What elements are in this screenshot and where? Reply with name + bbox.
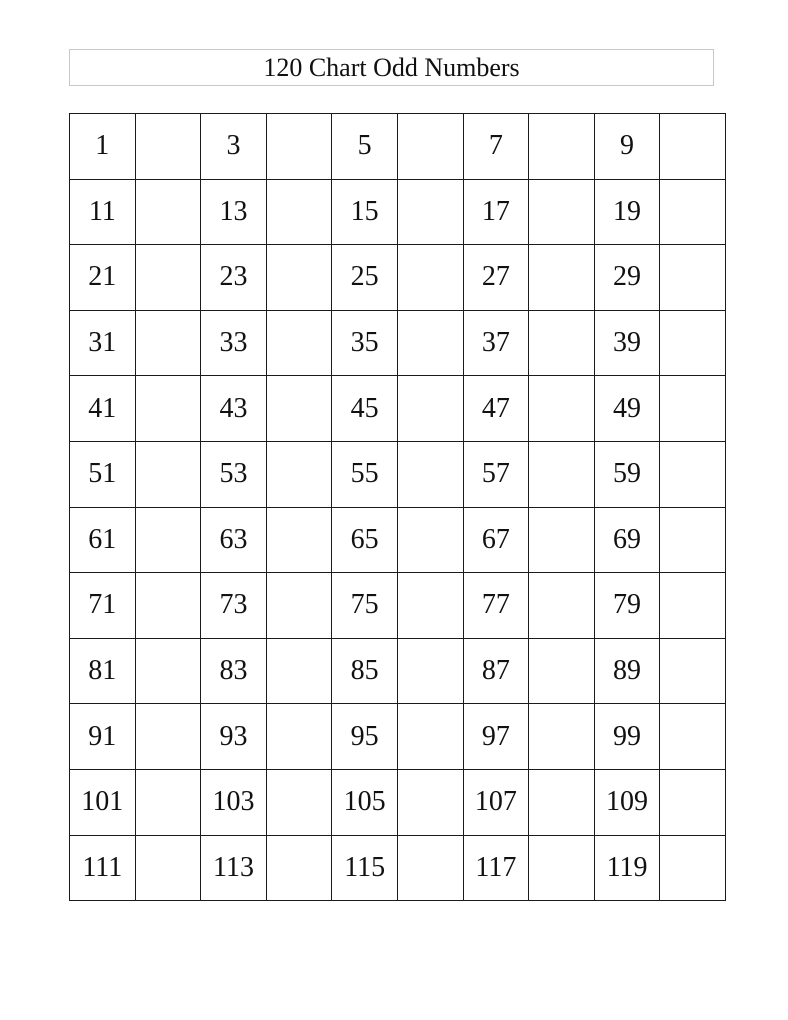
empty-cell [397,376,463,442]
table-row [70,638,726,704]
empty-cell [397,573,463,639]
number-cell: 87 [463,638,529,704]
empty-cell [397,835,463,901]
number-cell: 105 [332,769,398,835]
table-row [70,704,726,770]
empty-cell [529,179,595,245]
empty-cell [135,573,201,639]
number-cell: 47 [463,376,529,442]
number-cell: 117 [463,835,529,901]
table-row [70,245,726,311]
number-cell: 51 [70,441,136,507]
empty-cell [660,507,726,573]
number-cell: 81 [70,638,136,704]
number-cell: 19 [594,179,660,245]
empty-cell [660,769,726,835]
number-cell: 113 [201,835,267,901]
number-cell: 7 [463,114,529,180]
number-cell: 15 [332,179,398,245]
number-cell: 1 [70,114,136,180]
number-cell: 99 [594,704,660,770]
number-cell: 59 [594,441,660,507]
empty-cell [660,573,726,639]
empty-cell [397,441,463,507]
number-cell: 33 [201,310,267,376]
number-cell: 31 [70,310,136,376]
number-cell: 79 [594,573,660,639]
empty-cell [135,179,201,245]
empty-cell [266,179,332,245]
empty-cell [397,245,463,311]
empty-cell [266,114,332,180]
number-cell: 65 [332,507,398,573]
empty-cell [529,638,595,704]
number-cell: 95 [332,704,398,770]
page-title: 120 Chart Odd Numbers [69,49,714,86]
empty-cell [660,835,726,901]
empty-cell [529,835,595,901]
number-cell: 27 [463,245,529,311]
empty-cell [135,769,201,835]
empty-cell [660,179,726,245]
empty-cell [529,441,595,507]
number-cell: 111 [70,835,136,901]
empty-cell [135,441,201,507]
number-cell: 83 [201,638,267,704]
empty-cell [660,441,726,507]
table-row [70,769,726,835]
number-cell: 57 [463,441,529,507]
number-cell: 77 [463,573,529,639]
number-cell: 115 [332,835,398,901]
number-cell: 41 [70,376,136,442]
number-cell: 61 [70,507,136,573]
number-cell: 101 [70,769,136,835]
number-cell: 35 [332,310,398,376]
number-cell: 107 [463,769,529,835]
empty-cell [529,507,595,573]
number-cell: 89 [594,638,660,704]
number-cell: 13 [201,179,267,245]
empty-cell [266,507,332,573]
number-cell: 25 [332,245,398,311]
table-row [70,179,726,245]
number-cell: 45 [332,376,398,442]
empty-cell [135,638,201,704]
empty-cell [397,114,463,180]
empty-cell [660,638,726,704]
number-cell: 119 [594,835,660,901]
empty-cell [397,179,463,245]
table-row [70,573,726,639]
number-cell: 75 [332,573,398,639]
empty-cell [529,376,595,442]
number-cell: 85 [332,638,398,704]
number-cell: 53 [201,441,267,507]
empty-cell [266,769,332,835]
empty-cell [660,114,726,180]
empty-cell [397,507,463,573]
empty-cell [397,310,463,376]
empty-cell [397,769,463,835]
number-chart-grid [69,113,726,901]
empty-cell [660,310,726,376]
number-cell: 23 [201,245,267,311]
table-row [70,114,726,180]
empty-cell [266,704,332,770]
number-cell: 39 [594,310,660,376]
grid-body [70,114,726,901]
empty-cell [529,704,595,770]
number-cell: 91 [70,704,136,770]
number-cell: 67 [463,507,529,573]
empty-cell [266,835,332,901]
number-cell: 97 [463,704,529,770]
empty-cell [266,638,332,704]
empty-cell [135,376,201,442]
empty-cell [266,245,332,311]
empty-cell [135,245,201,311]
empty-cell [529,310,595,376]
empty-cell [135,114,201,180]
number-cell: 93 [201,704,267,770]
empty-cell [135,835,201,901]
number-cell: 103 [201,769,267,835]
empty-cell [266,376,332,442]
number-cell: 17 [463,179,529,245]
empty-cell [660,245,726,311]
empty-cell [135,507,201,573]
empty-cell [266,441,332,507]
number-cell: 43 [201,376,267,442]
empty-cell [397,638,463,704]
empty-cell [266,310,332,376]
number-cell: 109 [594,769,660,835]
table-row [70,376,726,442]
empty-cell [529,769,595,835]
empty-cell [135,310,201,376]
empty-cell [397,704,463,770]
table-row [70,441,726,507]
number-cell: 63 [201,507,267,573]
empty-cell [529,245,595,311]
empty-cell [529,573,595,639]
number-cell: 55 [332,441,398,507]
empty-cell [529,114,595,180]
number-cell: 73 [201,573,267,639]
empty-cell [135,704,201,770]
number-cell: 71 [70,573,136,639]
number-cell: 69 [594,507,660,573]
number-cell: 5 [332,114,398,180]
number-cell: 3 [201,114,267,180]
number-cell: 11 [70,179,136,245]
number-cell: 29 [594,245,660,311]
number-cell: 9 [594,114,660,180]
number-cell: 49 [594,376,660,442]
empty-cell [660,376,726,442]
number-cell: 37 [463,310,529,376]
table-row [70,507,726,573]
table-row [70,310,726,376]
empty-cell [266,573,332,639]
table-row [70,835,726,901]
number-cell: 21 [70,245,136,311]
empty-cell [660,704,726,770]
